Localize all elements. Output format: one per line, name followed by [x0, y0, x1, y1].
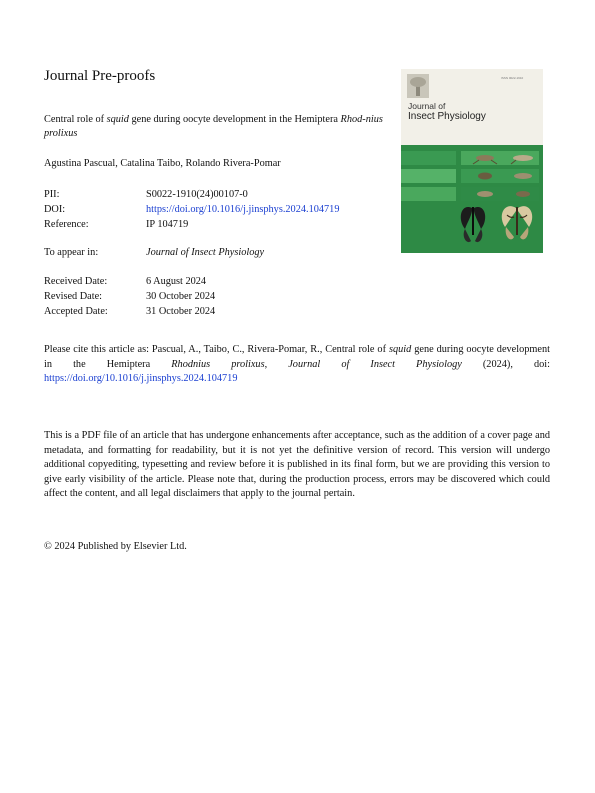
- received-date-value: 6 August 2024: [146, 276, 207, 287]
- revised-date-value: 30 October 2024: [146, 291, 216, 302]
- received-date-label: Received Date:: [44, 276, 108, 287]
- elsevier-logo-icon: [407, 74, 429, 98]
- citation-paragraph: [44, 343, 550, 387]
- citation-part-1: Please cite this article as: Pascual, A., Taibo, C., Rivera-Pomar, R., Central role of: [44, 344, 389, 355]
- pii-value: S0022-1910(24)00107-0: [146, 189, 248, 200]
- cover-journal-line-1: Journal of: [408, 101, 446, 111]
- journal-cover-image: [401, 69, 543, 253]
- title-italic-squid: squid: [106, 114, 129, 125]
- title-part-2: gene during oocyte development in the Hemiptera: [128, 114, 341, 125]
- doi-link[interactable]: https://doi.org/10.1016/j.jinsphys.2024.104719: [146, 204, 340, 215]
- reference-value: IP 104719: [146, 219, 189, 230]
- accepted-date-label: Accepted Date:: [44, 306, 108, 317]
- citation-italic-species: Rhodnius prolixus: [171, 358, 265, 370]
- title-part-1: Central role of: [44, 114, 107, 125]
- appear-in-value: Journal of Insect Physiology: [146, 247, 265, 258]
- reference-label: Reference:: [44, 219, 89, 230]
- journal-pre-proofs-header: Journal Pre-proofs: [44, 68, 156, 84]
- citation-part-3: ,: [264, 358, 289, 370]
- cover-issn-text: ISSN 0022-1910: [501, 76, 524, 80]
- citation-doi-link[interactable]: https://doi.org/10.1016/j.jinsphys.2024.104719: [44, 373, 238, 384]
- pii-label: PII:: [44, 189, 60, 200]
- citation-part-2: gene during oocyte development in the Hemiptera: [44, 344, 550, 370]
- article-authors: Agustina Pascual, Catalina Taibo, Rolando Rivera-Pomar: [44, 158, 281, 169]
- moth-icon: [502, 206, 532, 239]
- cover-artwork: [401, 145, 543, 253]
- title-italic-species: Rhod-nius prolixus: [44, 114, 383, 139]
- cover-journal-line-2: Insect Physiology: [408, 111, 486, 122]
- appear-in-label: To appear in:: [44, 247, 99, 258]
- copyright-line: © 2024 Published by Elsevier Ltd.: [44, 541, 187, 552]
- cover-header: [401, 69, 543, 145]
- accepted-date-value: 31 October 2024: [146, 306, 216, 317]
- article-title: [44, 113, 384, 141]
- citation-part-4: (2024), doi:: [461, 358, 550, 370]
- revised-date-label: Revised Date:: [44, 291, 103, 302]
- citation-italic-journal: Journal of Insect Physiology: [288, 358, 462, 370]
- doi-label: DOI:: [44, 204, 66, 215]
- citation-italic-squid: squid: [388, 344, 412, 355]
- pre-proof-notice: This is a PDF file of an article that has undergone enhancements after acceptance, such as the addition of a cover page and metadata, and formatting for readability, but it is not yet the definitive version of record. This version will undergo additional copyediting, typesetting and review before it is published in its final form, but we are providing this version to give early visibility of the article. Please note that, during the production process, errors may be discovered which could affect the content, and all legal disclaimers that apply to the journal pertain.: [44, 430, 550, 499]
